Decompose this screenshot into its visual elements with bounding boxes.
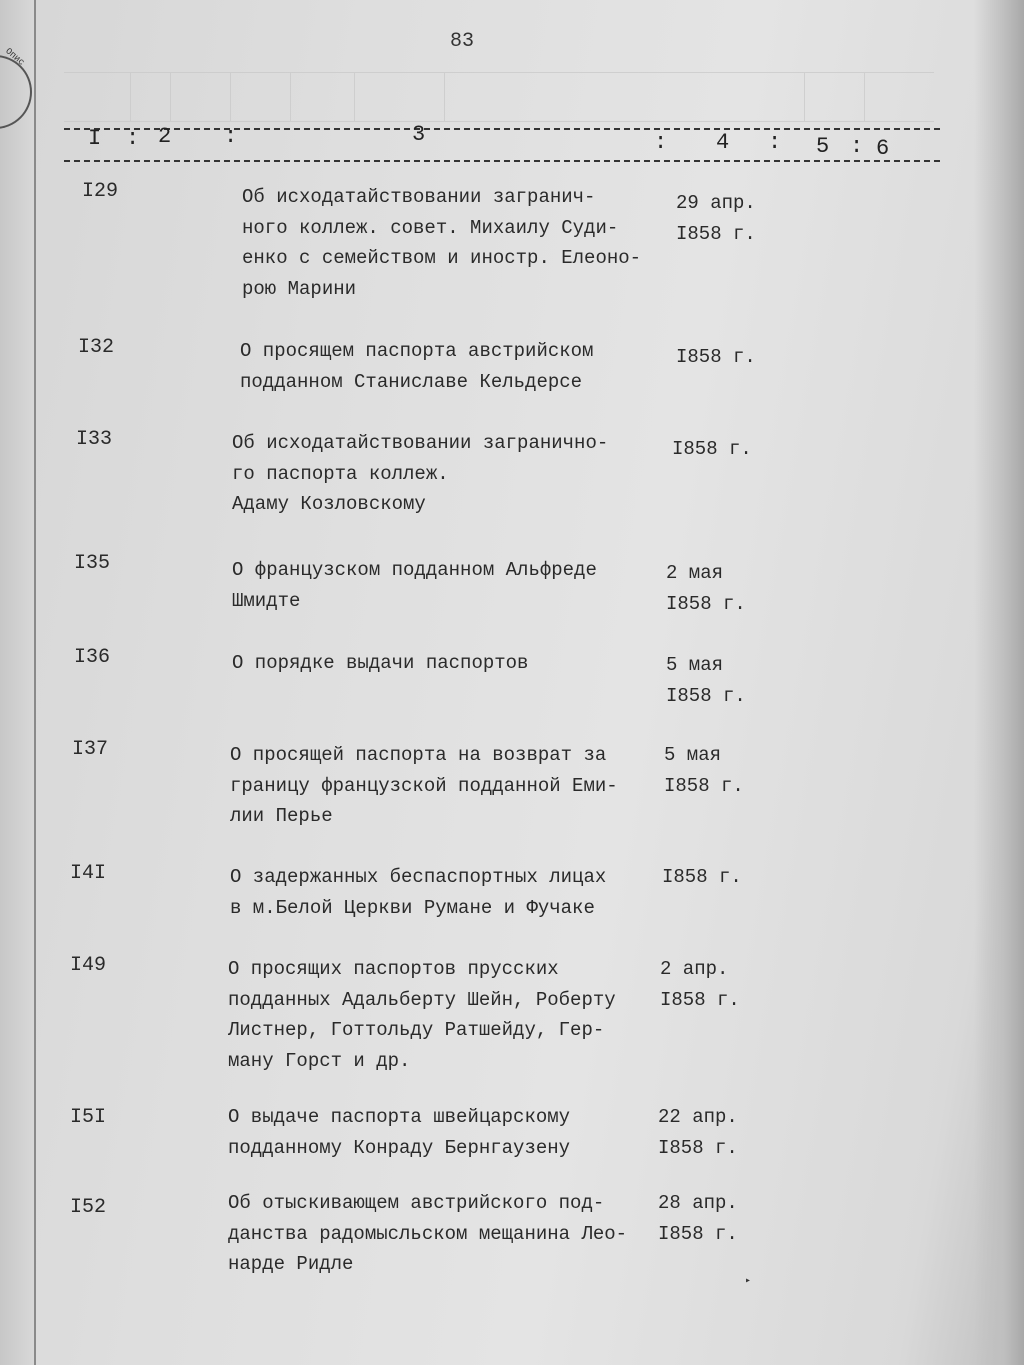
row-date: 28 апр. I858 г.: [658, 1192, 738, 1245]
row-id: I36: [74, 646, 111, 669]
ink-dot: ▸: [745, 1276, 752, 1287]
faint-grid-line: [804, 73, 805, 121]
row-date: 22 апр. I858 г.: [658, 1106, 738, 1159]
row-id: I35: [74, 552, 111, 575]
column-separator: :: [654, 130, 668, 155]
binding-strip: [0, 0, 36, 1365]
column-number-5: 5: [816, 134, 830, 159]
row-date: I858 г.: [676, 346, 756, 368]
row-id: I32: [78, 336, 115, 359]
row-description: Об отыскивающем австрийского под- данства радомысльском мещанина Лео- нарде Ридле: [228, 1192, 628, 1275]
faint-grid-line: [170, 73, 171, 121]
row-id: I29: [82, 180, 119, 203]
row-description: О просящих паспортов прусских подданных Адальберту Шейн, Роберту Листнер, Готтольду Ратшейду, Гер- ману Горст и др.: [228, 958, 616, 1072]
row-date: I858 г.: [662, 866, 742, 888]
faint-grid-line: [354, 73, 355, 121]
faint-grid-line: [230, 73, 231, 121]
row-date: 5 мая I858 г.: [664, 744, 744, 797]
column-separator: :: [126, 126, 140, 151]
column-separator: :: [850, 134, 864, 159]
row-description: Об исходатайствовании загранично- го паспорта коллеж. Адаму Козловскому: [232, 432, 609, 515]
column-number-3: 3: [412, 122, 426, 147]
row-date: 2 мая I858 г.: [666, 562, 746, 615]
page-edge-shadow: [974, 0, 1024, 1365]
column-separator: :: [768, 130, 782, 155]
row-date: 29 апр. I858 г.: [676, 192, 756, 245]
row-id: I5I: [70, 1106, 107, 1129]
faint-grid-line: [130, 73, 131, 121]
column-number-6: 6: [876, 136, 890, 161]
row-date: I858 г.: [672, 438, 752, 460]
header-top-rule: [64, 128, 940, 130]
row-description: О просящей паспорта на возврат за границу французской подданной Еми- лии Перье: [230, 744, 618, 827]
row-description: О просящем паспорта австрийском подданном Станиславе Кельдерсе: [240, 340, 594, 393]
row-id: I49: [70, 954, 107, 977]
row-id: I33: [76, 428, 113, 451]
row-date: 2 апр. I858 г.: [660, 958, 740, 1011]
row-description: О французском подданном Альфреде Шмидте: [232, 559, 597, 612]
row-date: 5 мая I858 г.: [666, 654, 746, 707]
column-number-4: 4: [716, 130, 730, 155]
row-id: I37: [72, 738, 109, 761]
page-number: 83: [450, 30, 475, 53]
faint-grid-line: [290, 73, 291, 121]
row-description: Об исходатайствовании загранич- ного коллеж. совет. Михаилу Суди- енко с семейством и иностр. Елеоно- рою Марини: [242, 186, 642, 300]
faint-header-grid: [64, 72, 934, 122]
row-id: I4I: [70, 862, 107, 885]
column-number-1: I: [88, 126, 102, 151]
row-description: О задержанных беспаспортных лицах в м.Белой Церкви Румане и Фучаке: [230, 866, 607, 919]
header-bottom-rule: [64, 160, 940, 162]
row-id: I52: [70, 1196, 107, 1219]
side-tab-label: Опис: [3, 46, 27, 68]
faint-grid-line: [444, 73, 445, 121]
row-description: О выдаче паспорта швейцарскому подданному Конраду Бернгаузену: [228, 1106, 571, 1159]
faint-grid-line: [864, 73, 865, 121]
column-number-2: 2: [158, 124, 172, 149]
row-description: О порядке выдачи паспортов: [232, 652, 529, 674]
column-separator: :: [224, 124, 238, 149]
